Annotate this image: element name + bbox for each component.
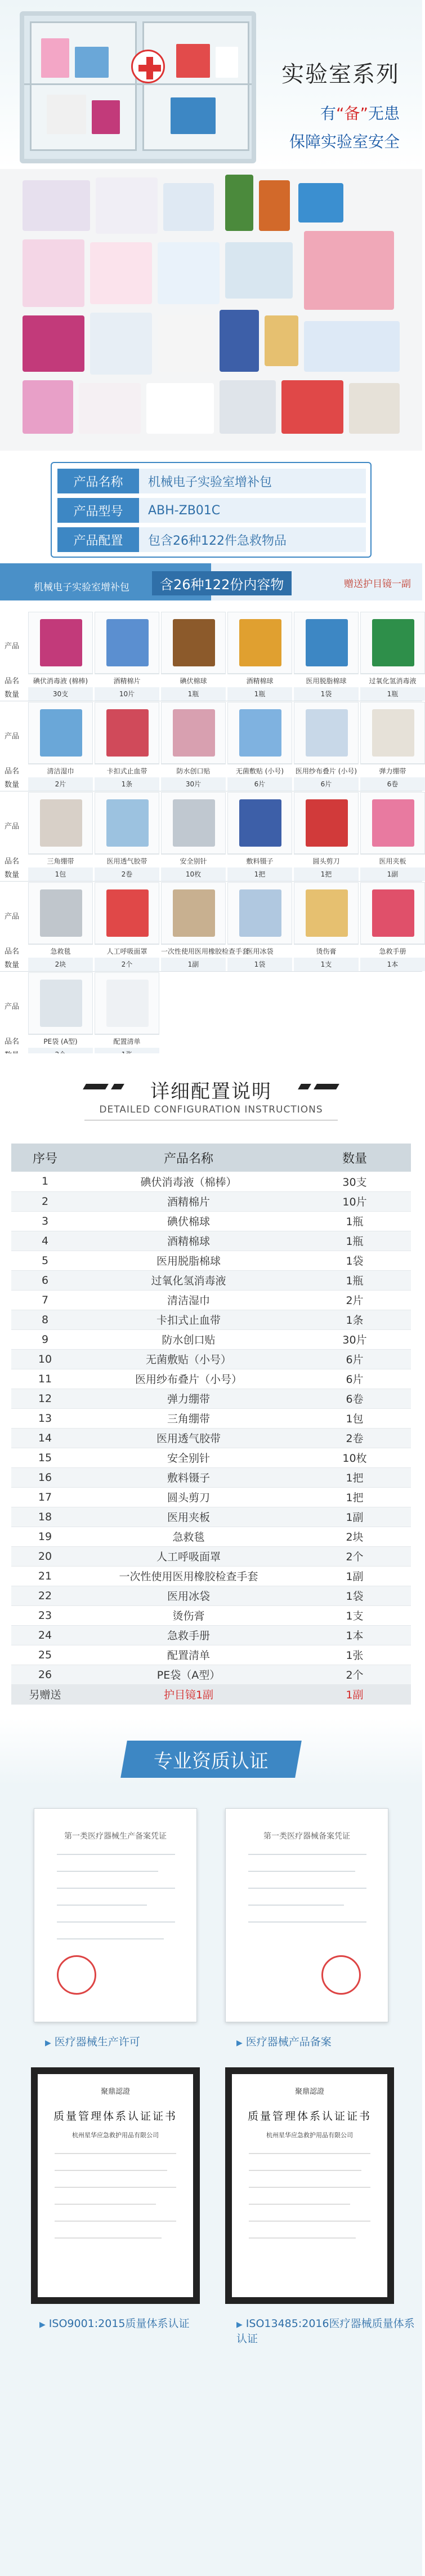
row-index: 22 — [11, 1586, 79, 1605]
hero-slogan-2: 保障实验室安全 — [289, 132, 400, 151]
item-image — [360, 882, 425, 944]
row-qty: 1袋 — [298, 1251, 411, 1270]
row-product: 安全别针 — [79, 1448, 298, 1467]
item-image — [294, 882, 359, 944]
row-index: 12 — [11, 1389, 79, 1408]
row-label: 数量 — [4, 781, 19, 789]
item-qty: 1把 — [227, 867, 292, 881]
first-aid-cabinet-image — [20, 11, 256, 163]
row-qty: 30片 — [298, 1329, 411, 1349]
item-image — [227, 702, 292, 764]
row-index: 2 — [11, 1191, 79, 1211]
row-qty: 1条 — [298, 1310, 411, 1329]
item-name: 防水创口贴 — [161, 764, 226, 777]
item-image — [227, 882, 292, 944]
row-label: 产品 — [4, 732, 19, 741]
product-info-box — [51, 462, 372, 558]
item-name: 碘伏棉球 — [161, 674, 226, 687]
row-product: 烫伤膏 — [79, 1605, 298, 1625]
item-name: 无菌敷贴 (小号) — [227, 764, 292, 777]
item-qty: 30片 — [161, 777, 226, 791]
table-row — [11, 1349, 411, 1369]
row-qty: 2卷 — [298, 1428, 411, 1448]
row-index: 10 — [11, 1349, 79, 1369]
item-name: 安全别针 — [161, 854, 226, 867]
row-product: 碘伏消毒液（棉棒） — [79, 1172, 298, 1191]
col-index: 序号 — [11, 1144, 79, 1172]
table-body — [11, 1172, 411, 1704]
row-product: 酒精棉片 — [79, 1191, 298, 1211]
item-name: 急救手册 — [360, 944, 425, 958]
item-qty: 1条 — [95, 777, 159, 791]
item-name: 酒精棉球 — [227, 674, 292, 687]
stamp-icon — [57, 1955, 96, 1995]
row-product: 急救手册 — [79, 1625, 298, 1645]
triangle-icon: ▶ — [39, 2320, 46, 2329]
item-qty: 1瓶 — [360, 687, 425, 701]
item-qty: 2片 — [28, 777, 93, 791]
row-product: PE袋（A型） — [79, 1665, 298, 1684]
item-qty: 1副 — [161, 958, 226, 971]
item-image — [161, 612, 226, 674]
item-name: 医用纱布叠片 (小号) — [294, 764, 359, 777]
row-qty: 1张 — [298, 1645, 411, 1665]
row-index: 7 — [11, 1290, 79, 1310]
item-name: 酒精棉片 — [95, 674, 159, 687]
row-product: 清洁湿巾 — [79, 1290, 298, 1310]
item-image — [161, 882, 226, 944]
item-image — [28, 702, 93, 764]
info-row-name: 产品名称 机械电子实验室增补包 — [57, 469, 366, 493]
row-label: 产品 — [4, 913, 19, 921]
row-label: 品名 — [4, 677, 19, 686]
table-row — [11, 1467, 411, 1487]
row-label: 数量 — [4, 961, 19, 969]
row-product: 配置清单 — [79, 1645, 298, 1665]
item-image — [95, 702, 159, 764]
table-row — [11, 1310, 411, 1329]
row-index: 3 — [11, 1211, 79, 1231]
contents-kit-name: 机械电子实验室增补包 — [34, 582, 129, 593]
item-qty: 2个 — [95, 958, 159, 971]
row-index: 14 — [11, 1428, 79, 1448]
row-product: 圆头剪刀 — [79, 1487, 298, 1507]
certificate-iso9001: 聚鼎認證 质量管理体系认证证书 杭州星华应急救护用品有限公司 — [31, 2067, 200, 2304]
row-product: 医用透气胶带 — [79, 1428, 298, 1448]
row-label: 产品 — [4, 642, 19, 651]
item-name: 过氧化氢消毒液 — [360, 674, 425, 687]
row-index: 5 — [11, 1251, 79, 1270]
item-image — [161, 702, 226, 764]
row-label: 品名 — [4, 767, 19, 776]
row-qty: 10枚 — [298, 1448, 411, 1467]
item-name: 配置清单 — [95, 1034, 159, 1048]
gift-row — [11, 1684, 411, 1704]
row-index: 24 — [11, 1625, 79, 1645]
row-qty: 1副 — [298, 1507, 411, 1527]
row-product: 人工呼吸面罩 — [79, 1546, 298, 1566]
item-name: 急救毯 — [28, 944, 93, 958]
row-label: 数量 — [4, 871, 19, 879]
certificate-production: 第一类医疗器械生产备案凭证 — [34, 1808, 197, 2022]
detail-table-section — [0, 1144, 422, 1718]
row-product: 医用纱布叠片（小号） — [79, 1369, 298, 1389]
row-qty: 1把 — [298, 1467, 411, 1487]
item-qty: 1把 — [294, 867, 359, 881]
contents-row — [0, 792, 422, 882]
row-index: 8 — [11, 1310, 79, 1329]
row-product: 医用冰袋 — [79, 1586, 298, 1605]
cert-caption-1: ▶ 医疗器械生产许可 — [45, 2036, 140, 2048]
row-product: 防水创口贴 — [79, 1329, 298, 1349]
item-qty: 1瓶 — [227, 687, 292, 701]
item-qty: 2卷 — [95, 867, 159, 881]
row-product: 医用夹板 — [79, 1507, 298, 1527]
certs-title: 专业资质认证 — [120, 1741, 302, 1778]
detail-title: 详细配置说明 — [150, 1080, 272, 1103]
table-row — [11, 1211, 411, 1231]
row-product: 无菌敷贴（小号） — [79, 1349, 298, 1369]
row-qty: 2个 — [298, 1546, 411, 1566]
certificate-registration: 第一类医疗器械备案凭证 — [225, 1808, 388, 2022]
row-label: 产品 — [4, 1003, 19, 1011]
red-cross-icon — [131, 50, 165, 83]
table-row — [11, 1428, 411, 1448]
item-qty: 1支 — [294, 958, 359, 971]
item-qty: 30支 — [28, 687, 93, 701]
item-image — [294, 612, 359, 674]
row-qty: 1瓶 — [298, 1231, 411, 1251]
info-row-model: 产品型号 ABH-ZB01C — [57, 498, 366, 523]
item-name: 清洁湿巾 — [28, 764, 93, 777]
row-qty: 1副 — [298, 1566, 411, 1586]
table-row — [11, 1270, 411, 1290]
row-qty: 30支 — [298, 1172, 411, 1191]
row-qty: 1袋 — [298, 1586, 411, 1605]
item-name: 医用夹板 — [360, 854, 425, 867]
contents-grid — [0, 563, 422, 1053]
item-image — [360, 792, 425, 854]
table-row — [11, 1389, 411, 1408]
item-name: 烫伤膏 — [294, 944, 359, 958]
item-qty: 1包 — [28, 867, 93, 881]
row-index: 6 — [11, 1270, 79, 1290]
table-row — [11, 1172, 411, 1191]
row-index: 13 — [11, 1408, 79, 1428]
table-row — [11, 1369, 411, 1389]
row-index: 11 — [11, 1369, 79, 1389]
item-qty: 10片 — [95, 687, 159, 701]
triangle-icon: ▶ — [45, 2039, 51, 2048]
row-label: 品名 — [4, 857, 19, 866]
row-label: 品名 — [4, 1038, 19, 1046]
row-product: 三角绷带 — [79, 1408, 298, 1428]
row-index: 21 — [11, 1566, 79, 1586]
cert-caption-3: ▶ ISO9001:2015质量体系认证 — [39, 2317, 190, 2330]
item-qty: 1袋 — [227, 958, 292, 971]
item-image — [28, 972, 93, 1034]
item-image — [28, 612, 93, 674]
item-qty: 2块 — [28, 958, 93, 971]
row-product: 酒精棉球 — [79, 1231, 298, 1251]
item-image — [28, 792, 93, 854]
gift-qty: 1副 — [298, 1684, 411, 1704]
row-index: 9 — [11, 1329, 79, 1349]
product-info — [0, 451, 422, 563]
row-index: 15 — [11, 1448, 79, 1467]
table-row — [11, 1605, 411, 1625]
table-row — [11, 1645, 411, 1665]
hero-banner — [0, 0, 422, 169]
row-qty: 1瓶 — [298, 1211, 411, 1231]
row-qty: 1把 — [298, 1487, 411, 1507]
table-row — [11, 1231, 411, 1251]
info-row-config: 产品配置 包含26种122件急救物品 — [57, 527, 366, 552]
hero-slogan: 有“备”无患 — [320, 104, 400, 123]
row-index: 20 — [11, 1546, 79, 1566]
row-qty: 2块 — [298, 1527, 411, 1546]
detail-subtitle: DETAILED CONFIGURATION INSTRUCTIONS — [99, 1104, 323, 1115]
item-image — [95, 792, 159, 854]
row-qty: 1包 — [298, 1408, 411, 1428]
table-row — [11, 1329, 411, 1349]
item-name: 人工呼吸面罩 — [95, 944, 159, 958]
row-label: 产品 — [4, 822, 19, 831]
item-name: 弹力绷带 — [360, 764, 425, 777]
table-row — [11, 1586, 411, 1605]
certifications — [0, 1718, 422, 2576]
row-index: 26 — [11, 1665, 79, 1684]
item-image — [294, 792, 359, 854]
row-qty: 6片 — [298, 1369, 411, 1389]
cert-caption-2: ▶ 医疗器械产品备案 — [236, 2036, 332, 2048]
row-qty: 2片 — [298, 1290, 411, 1310]
contents-row — [0, 612, 422, 702]
table-header-row — [11, 1144, 411, 1172]
row-product: 弹力绷带 — [79, 1389, 298, 1408]
row-label: 品名 — [4, 947, 19, 956]
item-name: 卡扣式止血带 — [95, 764, 159, 777]
table-row — [11, 1487, 411, 1507]
item-name: 碘伏消毒液 (棉棒) — [28, 674, 93, 687]
item-qty: 6卷 — [360, 777, 425, 791]
row-qty: 2个 — [298, 1665, 411, 1684]
table-row — [11, 1290, 411, 1310]
triangle-icon: ▶ — [236, 2320, 243, 2329]
row-index: 16 — [11, 1467, 79, 1487]
item-image — [95, 882, 159, 944]
row-index: 25 — [11, 1645, 79, 1665]
gift-label: 赠送护目镜一副 — [344, 579, 411, 590]
item-qty: 1瓶 — [161, 687, 226, 701]
table-row — [11, 1625, 411, 1645]
item-name: 医用脱脂棉球 — [294, 674, 359, 687]
item-qty: 6片 — [227, 777, 292, 791]
contents-row — [0, 882, 422, 972]
table-row — [11, 1507, 411, 1527]
table-row — [11, 1408, 411, 1428]
table-row — [11, 1527, 411, 1546]
contents-row — [0, 702, 422, 792]
row-qty: 10片 — [298, 1191, 411, 1211]
item-image — [95, 972, 159, 1034]
row-product: 卡扣式止血带 — [79, 1310, 298, 1329]
item-image — [360, 612, 425, 674]
item-image — [227, 792, 292, 854]
hero-title: 实验室系列 — [281, 61, 400, 87]
item-image — [294, 702, 359, 764]
table-row — [11, 1665, 411, 1684]
item-qty: 10枚 — [161, 867, 226, 881]
row-product: 一次性使用医用橡胶检查手套 — [79, 1566, 298, 1586]
contents-header — [0, 563, 422, 600]
detail-heading — [0, 1053, 422, 1144]
row-qty: 1瓶 — [298, 1270, 411, 1290]
col-qty: 数量 — [298, 1144, 411, 1172]
item-name: 圆头剪刀 — [294, 854, 359, 867]
table-row — [11, 1251, 411, 1270]
item-image — [360, 702, 425, 764]
item-name: 三角绷带 — [28, 854, 93, 867]
table-row — [11, 1546, 411, 1566]
row-qty: 1本 — [298, 1625, 411, 1645]
gift-product: 护目镜1副 — [79, 1684, 298, 1704]
row-product: 敷料镊子 — [79, 1467, 298, 1487]
col-product: 产品名称 — [79, 1144, 298, 1172]
item-image — [161, 792, 226, 854]
triangle-icon: ▶ — [236, 2039, 243, 2048]
item-image — [95, 612, 159, 674]
item-image — [28, 882, 93, 944]
item-name: 医用冰袋 — [227, 944, 292, 958]
gift-label-cell: 另赠送 — [11, 1684, 79, 1704]
item-qty: 1副 — [360, 867, 425, 881]
item-name: 敷料镊子 — [227, 854, 292, 867]
row-label: 数量 — [4, 691, 19, 699]
table-row — [11, 1566, 411, 1586]
kit-contents-photo — [0, 169, 422, 451]
row-qty: 6片 — [298, 1349, 411, 1369]
row-product: 医用脱脂棉球 — [79, 1251, 298, 1270]
row-qty: 1支 — [298, 1605, 411, 1625]
item-name: PE袋 (A型) — [28, 1034, 93, 1048]
item-image — [227, 612, 292, 674]
row-qty: 6卷 — [298, 1389, 411, 1408]
row-product: 急救毯 — [79, 1527, 298, 1546]
row-index: 23 — [11, 1605, 79, 1625]
item-name: 医用透气胶带 — [95, 854, 159, 867]
table-row — [11, 1191, 411, 1211]
row-index: 17 — [11, 1487, 79, 1507]
table-row — [11, 1448, 411, 1467]
contents-row — [0, 972, 422, 1062]
item-qty: 6片 — [294, 777, 359, 791]
stamp-icon — [321, 1955, 361, 1995]
detail-table — [11, 1144, 411, 1705]
row-index: 4 — [11, 1231, 79, 1251]
row-index: 19 — [11, 1527, 79, 1546]
row-index: 18 — [11, 1507, 79, 1527]
contents-count: 含26种122份内容物 — [152, 571, 292, 595]
row-index: 1 — [11, 1172, 79, 1191]
item-qty: 1袋 — [294, 687, 359, 701]
row-product: 过氧化氢消毒液 — [79, 1270, 298, 1290]
cert-caption-4: ▶ ISO13485:2016医疗器械质量体系认证 — [236, 2317, 415, 2345]
item-name: 一次性使用医用橡胶检查手套 — [161, 944, 226, 958]
certificate-iso13485: 聚鼎認證 质量管理体系认证证书 杭州星华应急救护用品有限公司 — [225, 2067, 394, 2304]
row-product: 碘伏棉球 — [79, 1211, 298, 1231]
item-qty: 1本 — [360, 958, 425, 971]
